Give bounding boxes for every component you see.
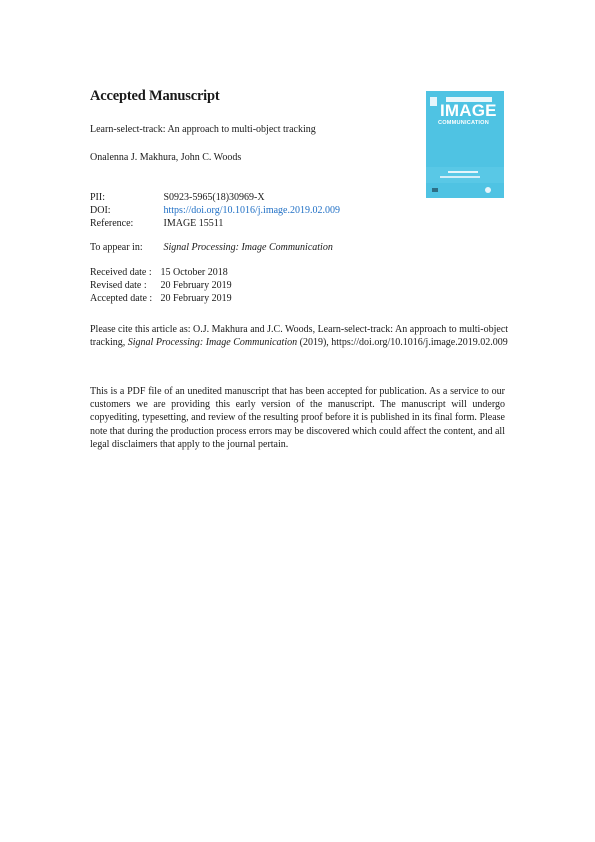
pii-value: S0923-5965(18)30969-X	[163, 192, 265, 203]
cover-footmark-icon	[432, 188, 438, 192]
cover-band-line-2	[440, 176, 480, 178]
dates-block	[90, 266, 232, 305]
article-authors: Onalenna J. Makhura, John C. Woods	[90, 152, 242, 163]
revised-value: 20 February 2019	[160, 280, 232, 291]
received-row	[90, 266, 232, 279]
reference-label: Reference:	[90, 218, 134, 229]
cover-band-line	[448, 171, 478, 173]
revised-row	[90, 279, 232, 292]
disclaimer-paragraph: This is a PDF file of an unedited manuscript that has been accepted for publication. As a service to our customers we are providing this early version of the manuscript. The manuscript will undergo copyediting, typesetting, and review of the resulting proof before it is published in its final form. Please note that during the production process errors may be discovered which could affect the content, and all legal disclaimers that apply to the journal pertain.	[90, 386, 505, 450]
cover-band	[426, 167, 504, 183]
appear-row	[90, 241, 333, 254]
reference-value: IMAGE 15511	[163, 218, 224, 229]
citation-suffix: (2019), https://doi.org/10.1016/j.image.2019.02.009	[297, 337, 508, 349]
doi-link[interactable]: https://doi.org/10.1016/j.image.2019.02.009	[163, 205, 340, 216]
identifiers-block	[90, 191, 340, 230]
citation-paragraph	[90, 323, 510, 349]
appear-label: To appear in:	[90, 242, 143, 253]
accepted-label: Accepted date :	[90, 293, 153, 304]
cover-emblem-icon	[485, 187, 491, 193]
received-value: 15 October 2018	[160, 267, 228, 278]
accepted-value: 20 February 2019	[160, 293, 232, 304]
reference-row	[90, 217, 340, 230]
doi-row	[90, 204, 340, 217]
pii-label: PII:	[90, 192, 105, 203]
journal-cover-image	[426, 91, 504, 198]
page-heading: Accepted Manuscript	[90, 88, 220, 104]
citation-prefix: Please cite this article as: O.J. Makhura and J.C. Woods, Learn-select-track: An approach to multi-object tracking,	[90, 324, 509, 349]
accepted-row	[90, 292, 232, 305]
cover-title: IMAGE	[440, 101, 497, 120]
citation-journal: Signal Processing: Image Communication	[127, 337, 298, 349]
article-title: Learn-select-track: An approach to multi-object tracking	[90, 124, 316, 135]
cover-subtitle: COMMUNICATION	[438, 120, 489, 126]
doi-label: DOI:	[90, 205, 111, 216]
publisher-logo-icon	[430, 97, 437, 106]
journal-name: Signal Processing: Image Communication	[163, 242, 333, 253]
received-label: Received date :	[90, 267, 152, 278]
appear-block	[90, 241, 333, 254]
revised-label: Revised date :	[90, 280, 147, 291]
pii-row	[90, 191, 340, 204]
